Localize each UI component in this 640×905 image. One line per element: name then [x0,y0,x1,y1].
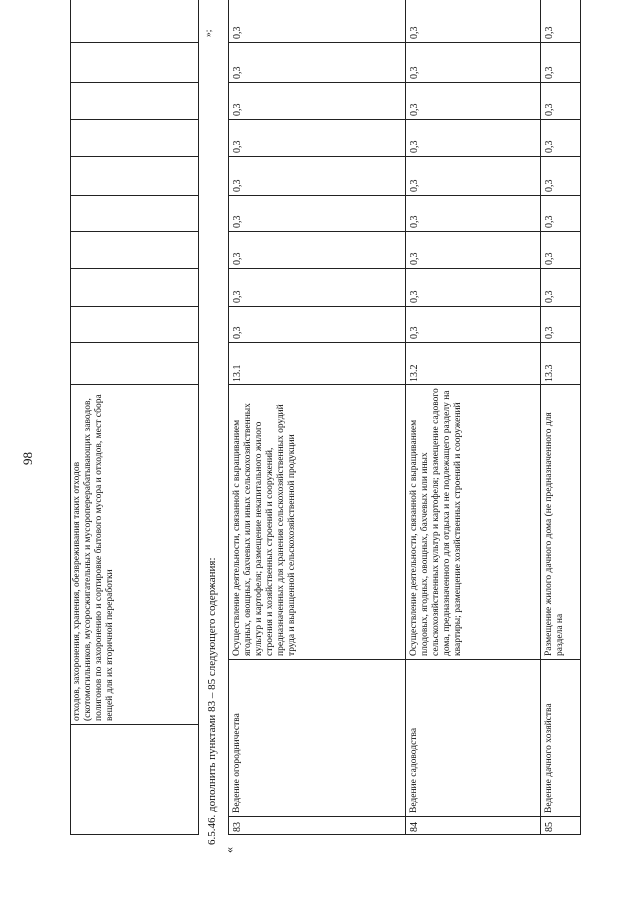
value-cell: 0,3 [232,290,243,303]
value-cell: 0,3 [409,26,420,39]
value-cell: 0,3 [409,326,420,339]
value-cell: 0,3 [409,252,420,265]
row-description: Осуществление деятельности, связанной с выращиванием плодовых, ягодных, овощных, бахчевых или иных сельскохозяйственных культур и картофеля; размещение садового дома, предназначенного для отдыха и не подлежащего разделу на квартиры; размещение хозяйственных строений и сооружений [409,388,463,656]
row-code: 13.3 [544,364,555,382]
value-cell: 0,3 [232,179,243,192]
value-cell: 0,3 [232,252,243,265]
open-quote: « [222,847,236,853]
top-fragment-text: отходов, захоронения, хранения, обезвреживания таких отходов (скотомогильников, мусоросжигательных и мусороперерабатывающих заводов, полигонов по захоронению и сортировке бытового мусора и отходов, мест сбора вещей для их вторичной переработки [72,394,115,721]
row-description: Осуществление деятельности, связанной с выращиванием ягодных, овощных, бахчевых или иных сельскохозяйственных культур и картофеля; размещение некапитального жилого строения и хозяйственных строений и сооружений, предназначенных для хранения сельскохозяйственных орудий труда и выращенной сельскохозяйственной продукции [232,403,297,656]
row-number: 85 [544,822,555,832]
close-mark: »; [204,29,214,37]
value-cell: 0,3 [544,252,555,265]
value-cell: 0,3 [544,66,555,79]
row-number: 83 [232,822,243,832]
value-cell: 0,3 [544,140,555,153]
value-cell: 0,3 [544,290,555,303]
row-name: Ведение огородничества [232,713,242,813]
value-cell: 0,3 [544,326,555,339]
value-cell: 0,3 [409,140,420,153]
row-name: Ведение дачного хозяйства [544,703,554,813]
row-number: 84 [409,822,420,832]
value-cell: 0,3 [544,26,555,39]
value-cell: 0,3 [544,179,555,192]
intro-text: 6.5.46. дополнить пунктами 83 – 85 следующего содержания: [206,557,218,845]
row-code: 13.2 [409,364,420,382]
value-cell: 0,3 [232,103,243,116]
row-name: Ведение садоводства [409,727,419,813]
row-code: 13.1 [232,364,243,382]
value-cell: 0,3 [232,66,243,79]
value-cell: 0,3 [409,66,420,79]
value-cell: 0,3 [232,26,243,39]
row-description: Размещение жилого дачного дома (не предназначенного для раздела на [544,412,565,656]
value-cell: 0,3 [409,103,420,116]
value-cell: 0,3 [544,215,555,228]
page-number: 98 [20,452,35,465]
value-cell: 0,3 [232,326,243,339]
value-cell: 0,3 [409,179,420,192]
value-cell: 0,3 [232,215,243,228]
value-cell: 0,3 [409,215,420,228]
value-cell: 0,3 [544,103,555,116]
value-cell: 0,3 [409,290,420,303]
value-cell: 0,3 [232,140,243,153]
